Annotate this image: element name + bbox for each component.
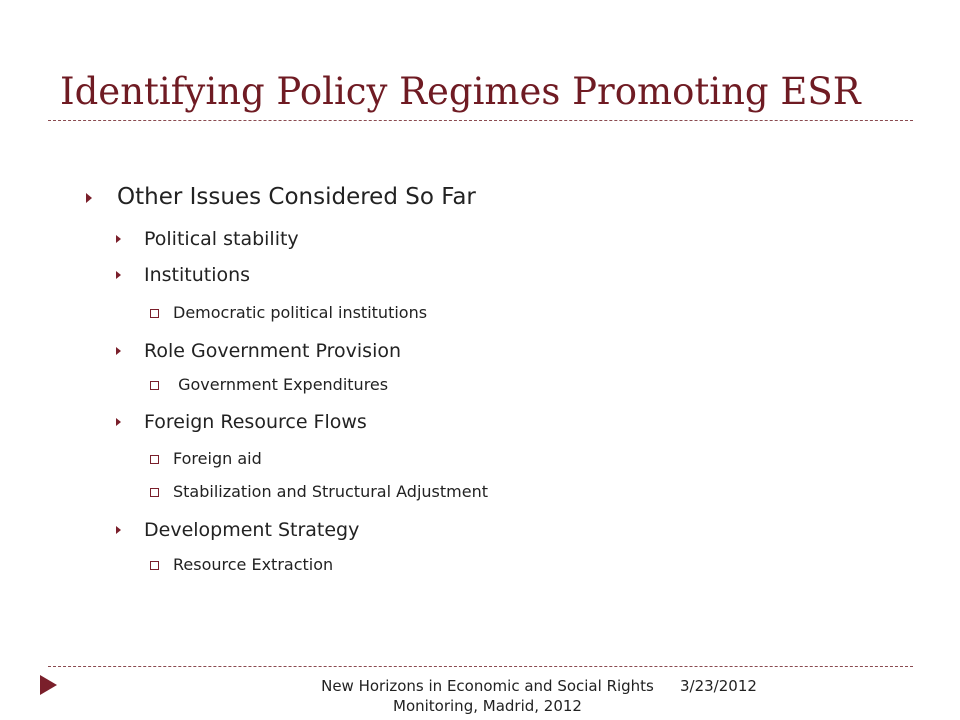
slide-title: Identifying Policy Regimes Promoting ESR: [60, 70, 861, 113]
triangle-bullet-icon: [116, 347, 121, 355]
square-bullet-icon: [150, 309, 159, 318]
sub-list-item-text: Stabilization and Structural Adjustment: [173, 482, 488, 501]
triangle-marker-icon: [40, 675, 57, 695]
list-item-text: Development Strategy: [144, 519, 360, 541]
triangle-bullet-icon: [116, 418, 121, 426]
list-item-text: Foreign Resource Flows: [144, 411, 367, 433]
footer-text: New Horizons in Economic and Social Rights Monitoring, Madrid, 2012: [321, 677, 654, 715]
sub-list-item-text: Democratic political institutions: [173, 303, 428, 322]
sub-list-item-text: Foreign aid: [173, 449, 262, 468]
footer-date: 3/23/2012: [680, 677, 757, 695]
list-item-text: Political stability: [144, 228, 299, 250]
square-bullet-icon: [150, 561, 159, 570]
triangle-bullet-icon: [116, 271, 121, 279]
sub-list-item-text: Resource Extraction: [173, 555, 334, 574]
sub-list-item-text: Government Expenditures: [173, 375, 389, 394]
square-bullet-icon: [150, 455, 159, 464]
square-bullet-icon: [150, 488, 159, 497]
square-bullet-icon: [150, 381, 159, 390]
list-item-text: Role Government Provision: [144, 340, 402, 362]
triangle-bullet-icon: [86, 193, 92, 203]
triangle-bullet-icon: [116, 235, 121, 243]
footer-divider: [48, 666, 913, 667]
bullet-heading-text: Other Issues Considered So Far: [117, 184, 476, 210]
list-item-text: Institutions: [144, 264, 251, 286]
triangle-bullet-icon: [116, 526, 121, 534]
